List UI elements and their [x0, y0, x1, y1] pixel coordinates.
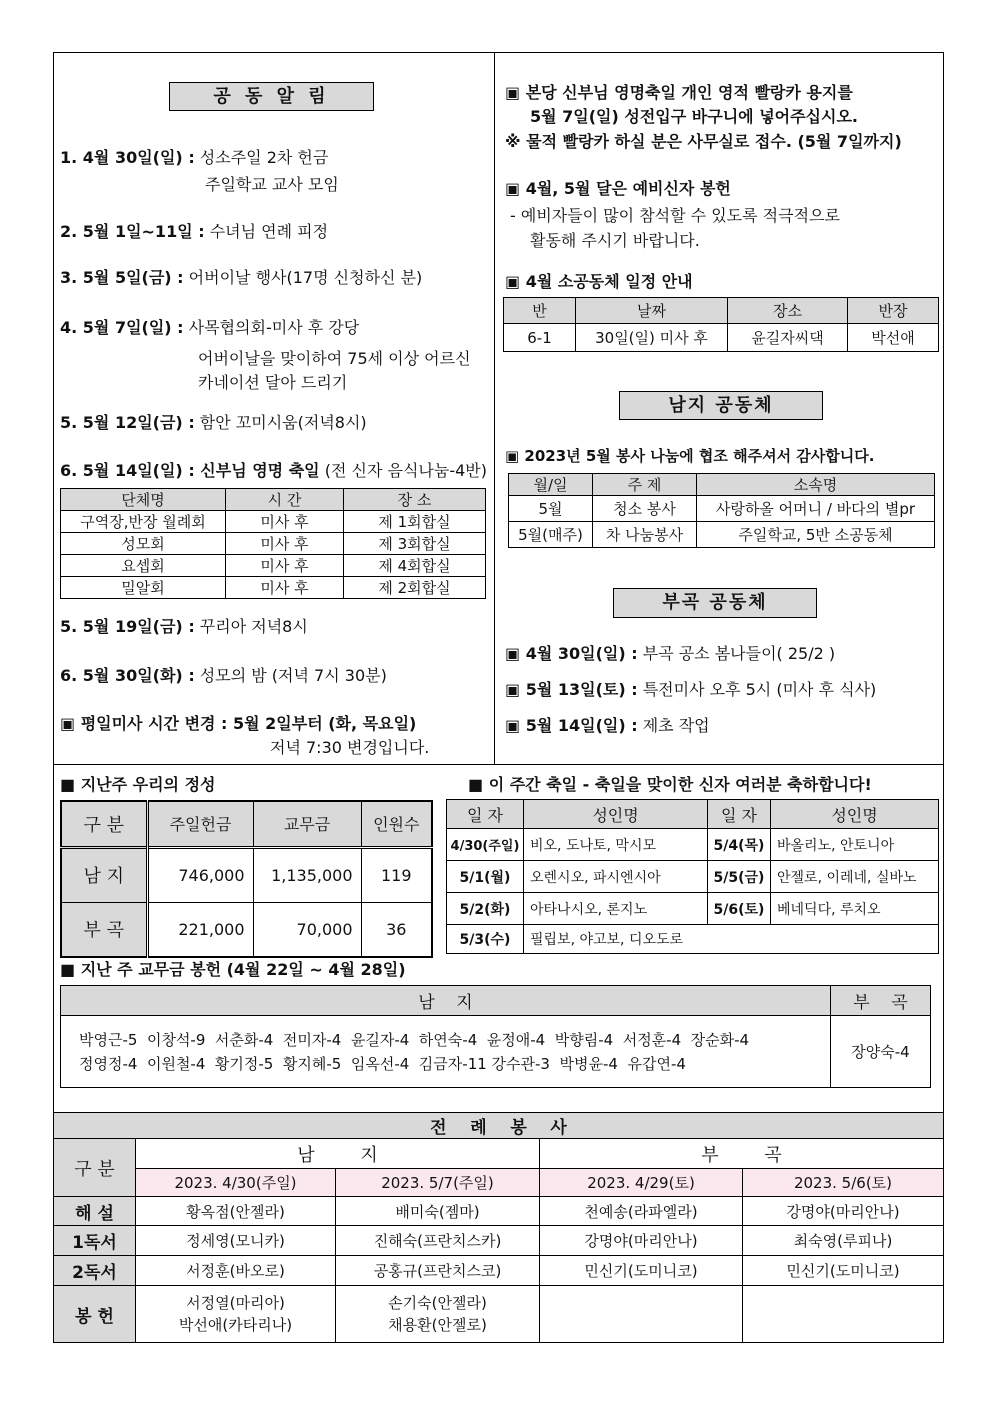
notice-text: (전 신자 음식나눔-4반) — [319, 461, 487, 480]
small-community-head: ▣ 4월 소공동체 일정 안내 — [505, 272, 693, 291]
cell: 박선애 — [848, 324, 939, 352]
table-row — [61, 577, 486, 599]
notice-head: 6. 5월 30일(화) : — [60, 666, 195, 685]
feast-meeting-table — [60, 488, 486, 599]
cell: 70,000 — [253, 902, 361, 957]
date-header: 2023. 4/30(주일) — [136, 1169, 336, 1197]
cell: 민신기(도미니코) — [540, 1256, 743, 1286]
cell: 공홍규(프란치스코) — [336, 1256, 540, 1286]
cell: 6-1 — [504, 324, 576, 352]
cell: 윤길자씨댁 — [728, 324, 848, 352]
date-header: 2023. 5/7(주일) — [336, 1169, 540, 1197]
cell: 제 2회합실 — [344, 577, 486, 599]
cell: 요셉회 — [61, 555, 226, 577]
bugok-header: 부 곡 — [540, 1139, 944, 1169]
notice-text: 함안 꼬미시움(저녁8시) — [194, 413, 367, 432]
cell: 미사 후 — [226, 577, 344, 599]
date-header: 2023. 4/29(토) — [540, 1169, 743, 1197]
table-row — [61, 533, 486, 555]
bugok-names: 장양숙-4 — [831, 1016, 931, 1088]
col-header: 반장 — [848, 298, 939, 324]
offertory-name: 서정열(마리아) — [186, 1294, 285, 1312]
cell — [743, 1286, 944, 1343]
division-header: 구 분 — [54, 1139, 136, 1197]
cell: 최숙영(루피나) — [743, 1226, 944, 1256]
table-row — [61, 902, 432, 957]
cell — [336, 1286, 540, 1343]
cell: 정세영(모니카) — [136, 1226, 336, 1256]
cell: 미사 후 — [226, 533, 344, 555]
bugok-item-3 — [505, 715, 710, 737]
notice-head: 5. 5월 12일(금) : — [60, 413, 195, 432]
col-header: 소속명 — [697, 474, 935, 496]
notice-head: 4. 5월 7일(일) : — [60, 318, 184, 337]
cell: 제 1회합실 — [344, 511, 486, 533]
notice-text: 어버이날 행사(17명 신청하신 분) — [183, 268, 423, 287]
bugok-head: ▣ 4월 30일(일) : — [505, 644, 638, 663]
cell: 성모회 — [61, 533, 226, 555]
table-row — [61, 511, 486, 533]
notice-head: 2. 5월 1일~11일 : — [60, 222, 205, 241]
cell: 746,000 — [147, 847, 253, 902]
role-label: 1독서 — [54, 1226, 136, 1256]
notice-text: 꾸리아 저녁8시 — [194, 617, 308, 636]
namji-header: 남 지 — [136, 1139, 540, 1169]
middle-left-border — [53, 765, 54, 1112]
offertory-name: 채용환(안젤로) — [388, 1316, 487, 1334]
notice-head: 5. 5월 19일(금) : — [60, 617, 195, 636]
namji-names — [61, 1016, 831, 1088]
cell: 차 나눔봉사 — [593, 522, 697, 548]
notice-item-4-sub1: 어버이날을 맞이하여 75세 이상 어르신 — [198, 349, 471, 368]
date-cell: 5/1(월) — [447, 861, 524, 893]
notice-item-5 — [60, 412, 367, 434]
cell: 청소 봉사 — [593, 496, 697, 522]
dues-table — [60, 985, 931, 1088]
cell: 배미숙(젬마) — [336, 1197, 540, 1226]
role-label: 봉 헌 — [54, 1286, 136, 1343]
spiritual-line3: ※ 물적 빨랑카 하실 분은 사무실로 접수. (5월 7일까지) — [505, 132, 902, 151]
col-header: 성인명 — [771, 800, 939, 829]
col-header: 일 자 — [708, 800, 771, 829]
middle-right-border — [943, 765, 944, 1112]
bugok-text: 부곡 공소 봄나들이( 25/2 ) — [637, 644, 836, 663]
col-header: 구 분 — [61, 801, 147, 847]
offering-table — [60, 800, 433, 958]
common-notice-title: 공 동 알 림 — [169, 82, 374, 111]
cell — [540, 1286, 743, 1343]
bugok-community-title: 부곡 공동체 — [613, 588, 817, 618]
table-row — [447, 925, 939, 954]
bugok-text: 제초 작업 — [637, 716, 710, 735]
feasts-title: ■ 이 주간 축일 - 축일을 맞이한 신자 여러분 축하합니다! — [468, 775, 872, 794]
notice-item-3 — [60, 267, 422, 289]
notice-item-8 — [60, 665, 387, 687]
table-row — [447, 893, 939, 925]
notice-item-7 — [60, 616, 308, 638]
bugok-head: ▣ 5월 14일(일) : — [505, 716, 638, 735]
bugok-text: 특전미사 오후 5시 (미사 후 식사) — [637, 680, 877, 699]
weekday-mass-change: ▣ 평일미사 시간 변경 : 5월 2일부터 (화, 목요일) — [60, 714, 417, 733]
offertory-name: 손기숙(안젤라) — [388, 1294, 487, 1312]
notice-text: 수녀님 연례 피정 — [204, 222, 329, 241]
namji-header: 남 지 — [61, 986, 831, 1016]
table-row — [447, 829, 939, 861]
cell: 진해숙(프란치스카) — [336, 1226, 540, 1256]
cell: 서정훈(바오로) — [136, 1256, 336, 1286]
liturgy-table — [53, 1112, 944, 1343]
feasts-table — [446, 799, 939, 954]
table-row — [61, 555, 486, 577]
cell: 119 — [361, 847, 432, 902]
spiritual-line2: 5월 7일(일) 성전입구 바구니에 넣어주십시오. — [530, 107, 859, 126]
table-row — [54, 1226, 944, 1256]
notice-item-6 — [60, 460, 487, 482]
bugok-head: ▣ 5월 13일(토) : — [505, 680, 638, 699]
col-header: 성인명 — [524, 800, 708, 829]
bugok-item-1 — [505, 643, 835, 665]
namji-names-line2: 정영정-4 이원철-4 황기정-5 황지혜-5 임옥선-4 김금자-11 강수관-3 박병윤-4 유갑연-4 — [79, 1054, 686, 1073]
spiritual-line1: ▣ 본당 신부님 영명축일 개인 영적 빨랑카 용지를 — [505, 83, 853, 102]
cell: 천예송(라파엘라) — [540, 1197, 743, 1226]
table-row — [509, 522, 935, 548]
notice-item-1 — [60, 147, 328, 169]
date-cell: 5/6(토) — [708, 893, 771, 925]
table-row — [61, 847, 432, 902]
col-header: 일 자 — [447, 800, 524, 829]
offering-title: ■ 지난주 우리의 정성 — [60, 775, 216, 794]
col-header: 단체명 — [61, 489, 226, 511]
date-cell: 4/30(주일) — [447, 829, 524, 861]
cell: 221,000 — [147, 902, 253, 957]
saint-cell: 오렌시오, 파시엔시아 — [524, 861, 708, 893]
col-header: 장 소 — [344, 489, 486, 511]
notice-text: 성모의 밤 (저녁 7시 30분) — [194, 666, 387, 685]
service-table — [508, 473, 935, 548]
col-header: 월/일 — [509, 474, 593, 496]
catechumen-line2: 활동해 주시기 바랍니다. — [530, 231, 700, 250]
cell: 미사 후 — [226, 555, 344, 577]
saint-cell: 필립보, 야고보, 디오도로 — [524, 925, 939, 954]
saint-cell: 안젤로, 이레네, 실바노 — [771, 861, 939, 893]
cell — [136, 1286, 336, 1343]
cell: 강명야(마리안나) — [743, 1197, 944, 1226]
date-cell: 5/5(금) — [708, 861, 771, 893]
bugok-header: 부 곡 — [831, 986, 931, 1016]
table-row — [54, 1197, 944, 1226]
col-header: 인원수 — [361, 801, 432, 847]
table-row — [509, 496, 935, 522]
col-header: 교무금 — [253, 801, 361, 847]
cell: 5월 — [509, 496, 593, 522]
catechumen-line1: - 예비자들이 많이 참석할 수 있도록 적극적으로 — [510, 206, 840, 225]
row-label: 부 곡 — [61, 902, 147, 957]
column-divider — [494, 52, 495, 765]
table-row — [54, 1256, 944, 1286]
table-row — [447, 861, 939, 893]
small-community-table — [503, 297, 939, 352]
col-header: 날짜 — [576, 298, 728, 324]
namji-thanks: ▣ 2023년 5월 봉사 나눔에 협조 해주셔서 감사합니다. — [505, 447, 875, 465]
liturgy-title: 전 례 봉 사 — [54, 1113, 944, 1139]
notice-text: 사목협의회-미사 후 강당 — [183, 318, 360, 337]
notice-item-1-sub: 주일학교 교사 모임 — [205, 175, 339, 194]
weekday-mass-sub-text: 저녁 7:30 변경입니다. — [270, 738, 430, 757]
cell: 제 3회합실 — [344, 533, 486, 555]
role-label: 2독서 — [54, 1256, 136, 1286]
role-label: 해 설 — [54, 1197, 136, 1226]
col-header: 주일헌금 — [147, 801, 253, 847]
bugok-item-2 — [505, 679, 876, 701]
date-cell: 5/4(목) — [708, 829, 771, 861]
saint-cell: 베네딕다, 루치오 — [771, 893, 939, 925]
cell: 미사 후 — [226, 511, 344, 533]
saint-cell: 바올리노, 안토니아 — [771, 829, 939, 861]
cell: 밀알회 — [61, 577, 226, 599]
catechumen-head: ▣ 4월, 5월 달은 예비신자 봉헌 — [505, 179, 731, 198]
cell: 황옥점(안젤라) — [136, 1197, 336, 1226]
date-cell: 5/2(화) — [447, 893, 524, 925]
date-cell: 5/3(수) — [447, 925, 524, 954]
notice-item-2 — [60, 221, 328, 243]
offertory-name: 박선애(카타리나) — [178, 1316, 293, 1334]
namji-names-line1: 박영근-5 이창석-9 서춘화-4 전미자-4 윤길자-4 하연숙-4 윤정애-4 박향림-4 서정훈-4 장순화-4 — [79, 1030, 750, 1049]
weekday-mass-sub — [270, 737, 429, 759]
notice-item-4-sub2: 카네이션 달아 드리기 — [198, 373, 348, 392]
notice-head: 6. 5월 14일(일) : 신부님 영명 축일 — [60, 461, 320, 480]
namji-community-title: 남지 공동체 — [619, 391, 823, 420]
notice-item-4 — [60, 317, 359, 339]
date-header: 2023. 5/6(토) — [743, 1169, 944, 1197]
table-row — [504, 324, 939, 352]
cell: 30일(일) 미사 후 — [576, 324, 728, 352]
cell: 주일학교, 5반 소공동체 — [697, 522, 935, 548]
cell: 사랑하올 어머니 / 바다의 별pr — [697, 496, 935, 522]
cell: 구역장,반장 월례회 — [61, 511, 226, 533]
table-row — [54, 1286, 944, 1343]
cell: 제 4회합실 — [344, 555, 486, 577]
dues-title: ■ 지난 주 교무금 봉헌 (4월 22일 ~ 4월 28일) — [60, 960, 406, 979]
cell: 36 — [361, 902, 432, 957]
cell: 1,135,000 — [253, 847, 361, 902]
saint-cell: 비오, 도나토, 막시모 — [524, 829, 708, 861]
cell: 5월(매주) — [509, 522, 593, 548]
cell: 강명야(마리안나) — [540, 1226, 743, 1256]
col-header: 시 간 — [226, 489, 344, 511]
table-row — [61, 1016, 931, 1088]
col-header: 장소 — [728, 298, 848, 324]
notice-head: 3. 5월 5일(금) : — [60, 268, 184, 287]
col-header: 반 — [504, 298, 576, 324]
row-label: 남 지 — [61, 847, 147, 902]
col-header: 주 제 — [593, 474, 697, 496]
cell: 민신기(도미니코) — [743, 1256, 944, 1286]
saint-cell: 아타나시오, 론지노 — [524, 893, 708, 925]
notice-head: 1. 4월 30일(일) : — [60, 148, 195, 167]
notice-text: 성소주일 2차 헌금 — [194, 148, 329, 167]
